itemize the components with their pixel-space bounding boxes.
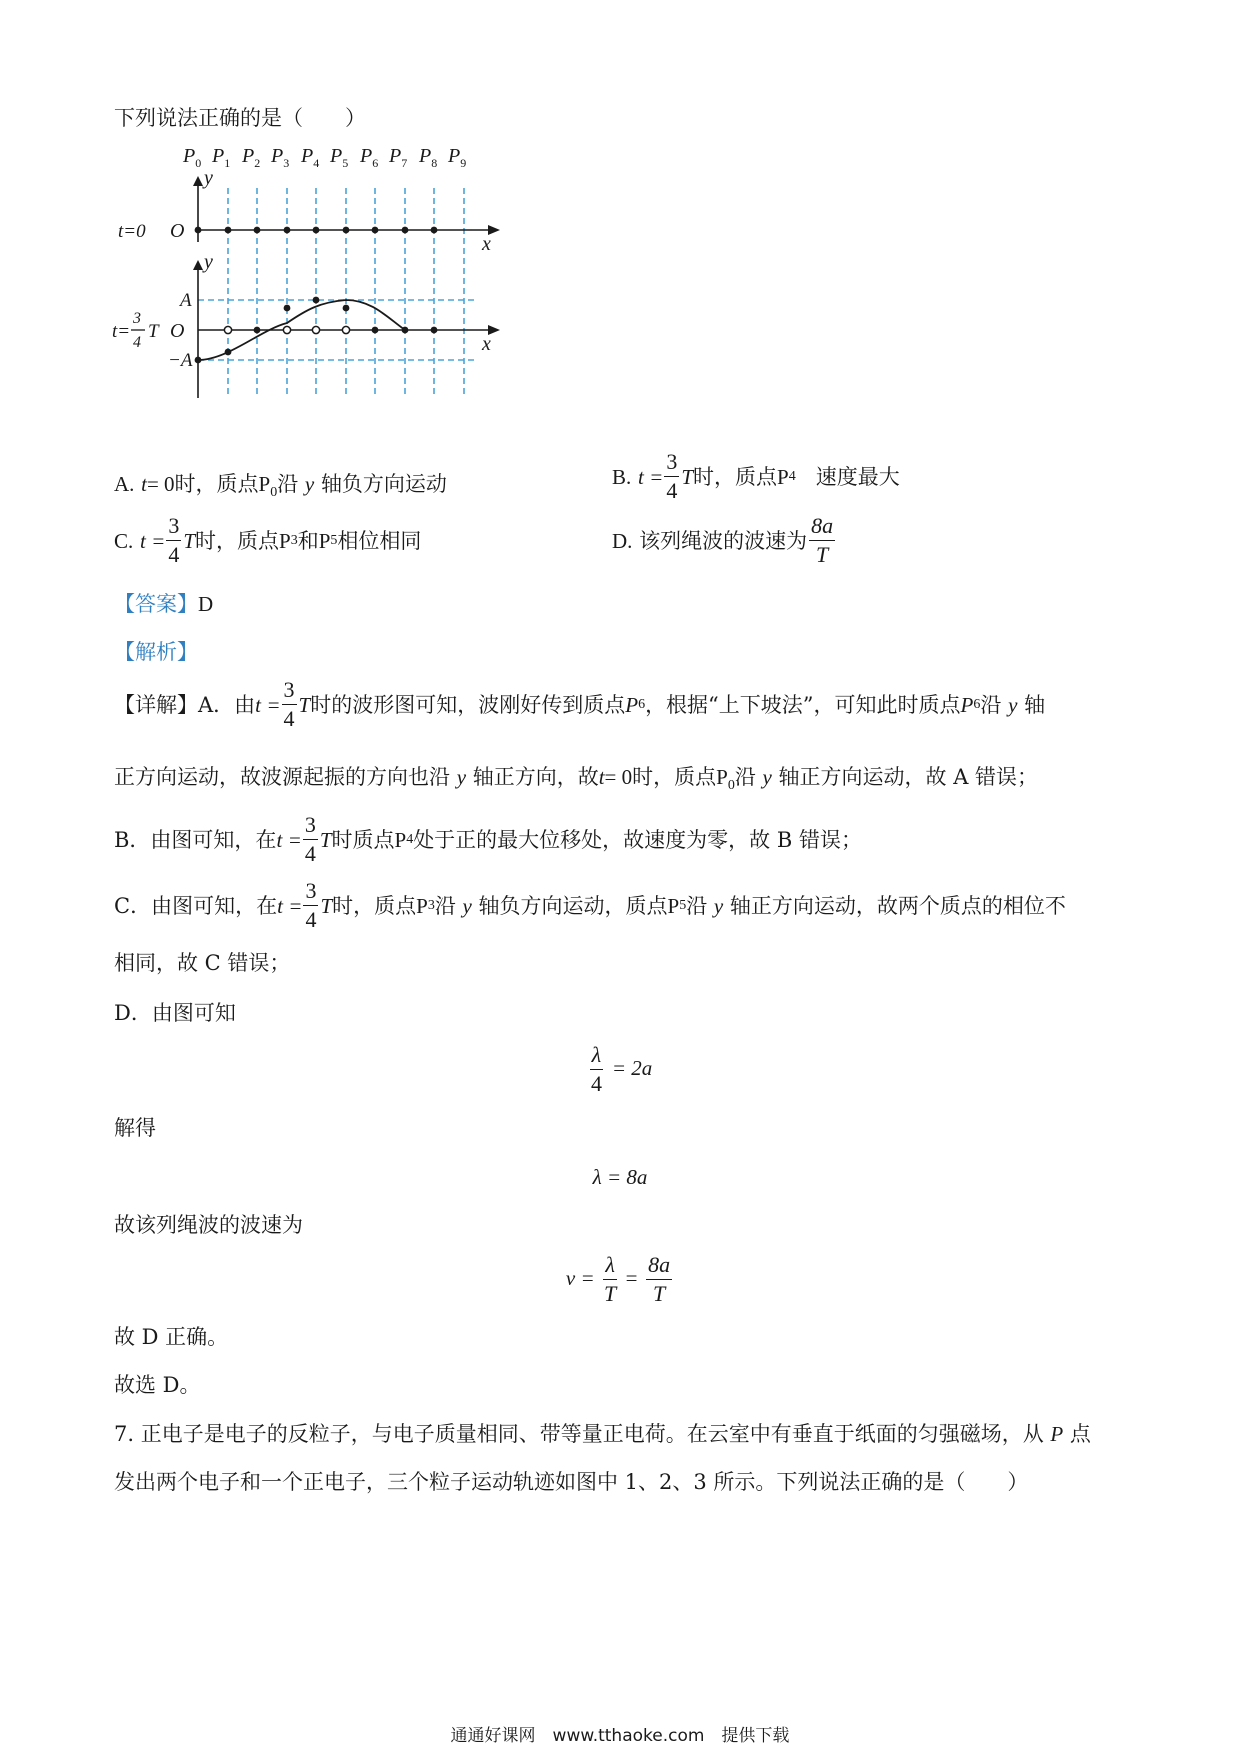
t0-label: t=0 — [118, 221, 146, 242]
x-axis-label-top: x — [482, 233, 491, 255]
label-p1: $P_1$ — [212, 145, 231, 170]
label-p0: $P_0$ — [183, 145, 202, 170]
label-p6: $P_6$ — [360, 145, 379, 170]
answer-tag: 【答案】 — [114, 592, 198, 616]
equation-wavelength: λ = 8a — [592, 1165, 648, 1189]
label-p8: $P_8$ — [419, 145, 438, 170]
option-b[interactable]: B. t = $\frac{3}{4}$ T 时，质点 P 4 速度最大 — [612, 449, 900, 503]
option-d[interactable]: D. 该列绳波的波速为 $\frac{8a}{T}$ — [612, 513, 834, 567]
y-axis-label-top: y — [204, 167, 213, 189]
label-p7: $P_7$ — [389, 145, 408, 170]
wave-figure — [110, 140, 510, 410]
y-axis-label-bottom: y — [204, 251, 213, 273]
origin-bottom: O — [170, 320, 185, 342]
detail-c-line2: 相同，故 C 错误； — [114, 951, 291, 975]
svg-text:T: T — [148, 321, 159, 342]
origin-top: O — [170, 220, 185, 242]
amplitude-negative: −A — [168, 350, 193, 371]
answer-value: D — [198, 592, 214, 616]
option-c[interactable]: C. t = $\frac{3}{4}$ T 时，质点 P 3 和 P 5 相位相同 — [114, 513, 422, 567]
axes-t0 — [193, 176, 488, 242]
svg-text:4: 4 — [133, 334, 141, 351]
answer-line — [114, 589, 213, 619]
label-p2: $P_2$ — [242, 145, 261, 170]
point-labels — [182, 145, 466, 170]
detail-b-line: B．由图可知，在 t = $\frac{3}{4}$ T 时质点 P 4 处于正的最大位移处，故速度为零，故 B 错误； — [114, 812, 862, 866]
speed-intro: 故该列绳波的波速为 — [114, 1213, 303, 1237]
label-p4: $P_4$ — [301, 145, 320, 170]
option-a[interactable]: A. t= 0时，质点$P_0$沿 y 轴负方向运动 — [114, 472, 447, 500]
label-p9: $P_9$ — [448, 145, 467, 170]
question6-intro: 下列说法正确的是（ ） — [114, 106, 366, 130]
x-axis-label-bottom: x — [482, 333, 491, 355]
equation-speed: v = $\frac{\lambda}{T}$ = $\frac{8a}{T}$ — [565, 1252, 671, 1306]
t1-label — [112, 310, 160, 351]
svg-text:t=: t= — [112, 321, 131, 342]
svg-text:3: 3 — [133, 310, 141, 327]
detail-d-line: D．由图可知 — [114, 1001, 236, 1025]
detail-a-line1: 【详解】 A．由 t = $\frac{3}{4}$ T 时的波形图可知，波刚好传到质点 P 6 ，根据“上下坡法”，可知此时质点 P 6 沿 y 轴 — [114, 677, 1046, 731]
analysis-tag: 【解析】 — [114, 640, 198, 664]
conclusion-2: 故选 D。 — [114, 1373, 201, 1397]
question7-line2: 发出两个电子和一个正电子，三个粒子运动轨迹如图中 1、2、3 所示。下列说法正确的是（ ） — [114, 1470, 1029, 1494]
equation-wavelength-quarter: $\frac{\lambda}{4}$ = 2a — [590, 1042, 653, 1096]
grid-verticals — [228, 188, 464, 398]
conclusion-1: 故 D 正确。 — [114, 1325, 229, 1349]
question7-line1: 7. 正电子是电子的反粒子，与电子质量相同、带等量正电荷。在云室中有垂直于纸面的匀强磁场，从 P 点 — [114, 1422, 1091, 1446]
detail-c-line1: C．由图可知，在 t = $\frac{3}{4}$ T 时，质点 P 3 沿 y 轴负方向运动，质点 P 5 沿 y 轴正方向运动，故两个质点的相位不 — [114, 878, 1066, 932]
label-p3: $P_3$ — [271, 145, 290, 170]
footer-watermark: 通通好课网 www.tthaoke.com 提供下载 — [450, 1726, 790, 1746]
label-p5: $P_5$ — [330, 145, 349, 170]
detail-a-line2: 正方向运动，故波源起振的方向也沿 y 轴正方向，故t= 0时，质点$P_0$沿 y 轴正方向运动，故 A 错误； — [114, 765, 1039, 793]
solve-label: 解得 — [114, 1116, 156, 1140]
amplitude-positive: A — [180, 290, 192, 311]
